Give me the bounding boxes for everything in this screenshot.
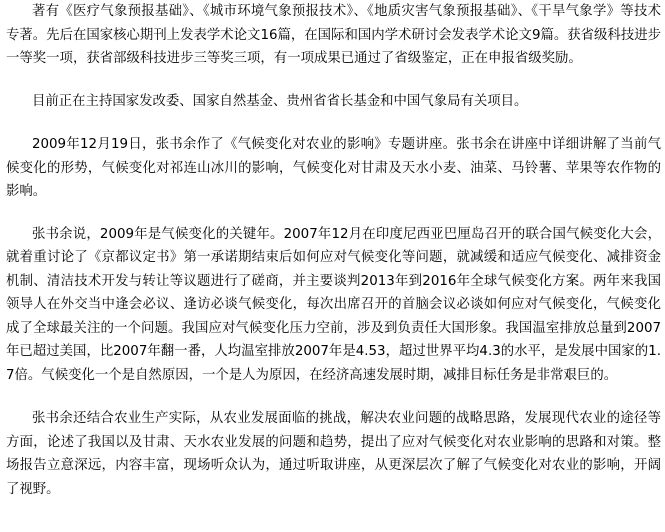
paragraph-gap: [6, 113, 661, 133]
paragraph-author-works: 著有《医疗气象预报基础》、《城市环境气象预报技术》、《地质灾害气象预报基础》、《干旱气象学》等技术专著。先后在国家核心期刊上发表学术论文16篇，在国际和国内学术研讨会发表学术论文9篇。获省级科技进步一等奖一项，获省部级科技进步三等奖三项，有一项成果已通过了省级鉴定，正在申报省级奖励。: [6, 4, 661, 66]
paragraph-gap: [6, 387, 661, 407]
paragraph-gap: [6, 204, 661, 223]
paragraph-agriculture: 张书余还结合农业生产实际，从农业发展面临的挑战，解决农业问题的战略思路，发展现代农业的途径等方面，论述了我国以及甘肃、天水农业发展的问题和趋势，提出了应对气候变化对农业影响的思路和对策。整场报告立意深远，内容丰富，现场听众认为，通过听取讲座，从更深层次了解了气候变化对农业的影响，开阔了视野。: [6, 411, 661, 497]
paragraph-key-year: 张书余说，2009年是气候变化的关键年。2007年12月在印度尼西亚巴厘岛召开的联合国气候变化大会，就着重讨论了《京都议定书》第一承诺期结束后如何应对气候变化等问题，就减缓和适应气候变化、减排资金机制、清洁技术开发与转让等议题进行了磋商，并主要谈判2013年到2016年全球气候变化方案。两年来我国领导人在外交当中逢会必议、逢访必谈气候变化，每次出席召开的首脑会议必谈如何应对气候变化，气候变化成了全球最关注的一个问题。我国应对气候变化压力空前，涉及到负责任大国形象。我国温室排放总量到2007年已超过美国，比2007年翻一番，人均温室排放2007年是4.53，超过世界平均4.3的水平，是发展中国家的1.7倍。气候变化一个是自然原因，一个是人为原因，在经济高速发展时期，减排目标任务是非常艰巨的。: [6, 226, 661, 383]
paragraph-lecture-intro: 2009年12月19日，张书余作了《气候变化对农业的影响》专题讲座。张书余在讲座中详细讲解了当前气候变化的形势，气候变化对祁连山冰川的影响，气候变化对甘肃及天水小麦、油菜、马铃薯、苹果等农作物的影响。: [6, 137, 661, 199]
paragraph-current-projects: 目前正在主持国家发改委、国家自然基金、贵州省省长基金和中国气象局有关项目。: [32, 93, 528, 109]
article-body: [6, 0, 661, 501]
paragraph-gap: [6, 71, 661, 90]
